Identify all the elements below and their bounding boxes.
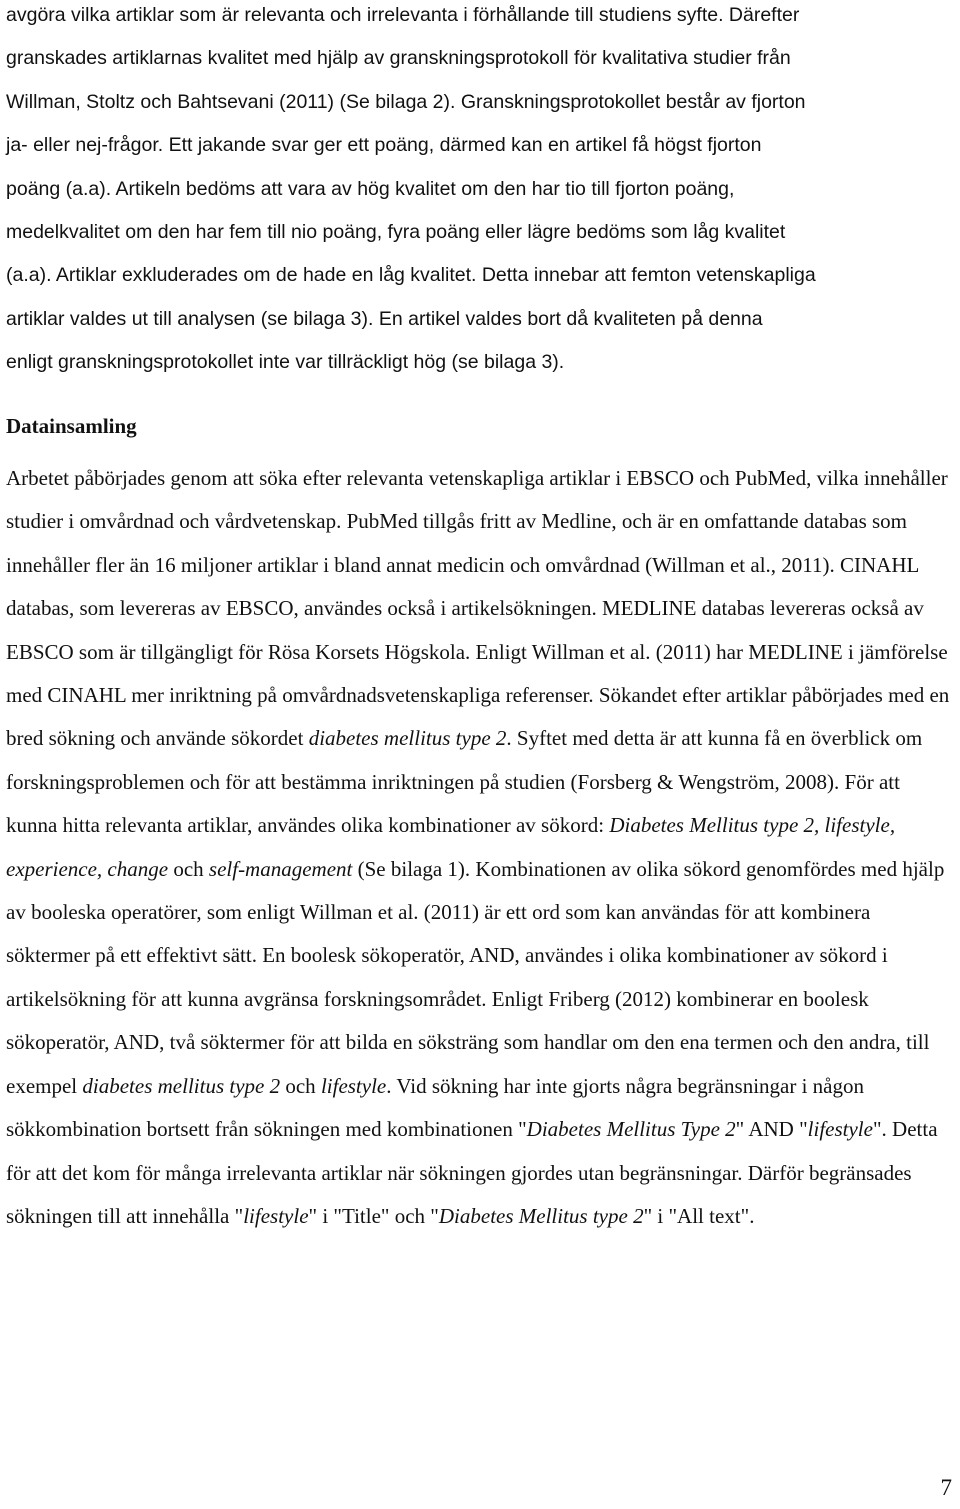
- text-line: ja- eller nej-frågor. Ett jakande svar ger ett poäng, därmed kan en artikel få högst fjorton: [6, 134, 762, 157]
- italic-term: Diabetes Mellitus type 2, lifestyle, experience, change: [6, 813, 896, 881]
- text-segment: (Se bilaga 1). Kombinationen av olika sökord genomfördes med hjälp av booleska operatörer, som enligt Willman et al. (2011) är ett ord som kan användas för att kombinera söktermer på ett effektivt sätt. En boolesk sökoperatör, AND, användes i olika kombinationer av sökord i artikelsökning för att kunna avgränsa forskningsområdet. Enligt Friberg (2012) kombinerar en boolesk sökoperatör, AND, två söktermer för att bilda en söksträng som handlar om den ena termen och den andra, till exempel: [6, 856, 945, 1098]
- italic-term: Diabetes Mellitus Type 2: [526, 1117, 736, 1142]
- text-segment: Arbetet påbörjades genom att söka efter relevanta vetenskapliga artiklar i EBSCO och PubMed, vilka innehåller studier i omvårdnad och vårdvetenskap. PubMed tillgås fritt av Medline, och är en omfattande databas som innehåller fler än 16 miljoner artiklar i bland annat medicin och omvårdnad (Willman et al., 2011). CINAHL databas, som levereras av EBSCO, användes också i artikelsökningen. MEDLINE databas levereras också av EBSCO som är tillgängligt för Rösa Korsets Högskola. Enligt Willman et al. (2011) har MEDLINE i jämförelse med CINAHL mer inriktning på omvårdnadsvetenskapliga referenser. Sökandet efter artiklar påbörjades med en bred sökning och använde sökordet: [6, 466, 950, 751]
- text-line: avgöra vilka artiklar som är relevanta och irrelevanta i förhållande till studiens syfte. Därefter: [6, 4, 800, 26]
- paragraph-quality-review: [6, 0, 956, 385]
- italic-term: Diabetes Mellitus type 2: [438, 1203, 644, 1228]
- text-line: medelkvalitet om den har fem till nio poäng, fyra poäng eller lägre bedöms som låg kvalitet: [6, 221, 786, 244]
- text-line: artiklar valdes ut till analysen (se bilaga 3). En artikel valdes bort då kvaliteten på denna: [6, 307, 763, 330]
- text-line: granskades artiklarnas kvalitet med hjälp av granskningsprotokoll för kvalitativa studier från: [6, 47, 791, 70]
- text-segment: " i "All text".: [643, 1203, 755, 1228]
- text-segment: . Vid sökning har inte gjorts några begränsningar i någon sökkombination bortsett från sökningen med kombinationen ": [6, 1073, 864, 1142]
- italic-term: diabetes mellitus type 2: [308, 726, 507, 751]
- text-segment: " AND ": [735, 1117, 808, 1142]
- italic-term: lifestyle: [243, 1203, 309, 1228]
- text-segment: " i "Title" och ": [308, 1203, 439, 1228]
- text-line: (a.a). Artiklar exkluderades om de hade en låg kvalitet. Detta innebar att femton vetenskapliga: [6, 264, 816, 287]
- italic-term: diabetes mellitus type 2: [82, 1073, 281, 1098]
- text-segment: ". Detta för att det kom för många irrelevanta artiklar när sökningen gjordes utan begränsningar. Därför begränsades sökningen till att innehålla ": [6, 1117, 938, 1228]
- text-segment: . Syftet med detta är att kunna få en överblick om forskningsproblemen och för att bestämma inriktningen på studien (Forsberg & Wengström, 2008). För att kunna hitta relevanta artiklar, användes olika kombinationer av sökord:: [6, 726, 923, 838]
- page-number: 7: [940, 1475, 952, 1500]
- italic-term: self-management: [208, 856, 353, 881]
- text-segment: och: [280, 1073, 321, 1098]
- section-heading: Datainsamling: [6, 414, 137, 438]
- italic-term: lifestyle: [807, 1117, 873, 1142]
- text-segment: och: [168, 856, 209, 881]
- text-line: Willman, Stoltz och Bahtsevani (2011) (Se bilaga 2). Granskningsprotokollet består av fjorton: [6, 90, 806, 113]
- paragraph-data-collection: [6, 457, 956, 1238]
- text-line: poäng (a.a). Artikeln bedöms att vara av hög kvalitet om den har tio till fjorton poäng,: [6, 177, 735, 200]
- italic-term: lifestyle: [320, 1073, 387, 1098]
- text-line: enligt granskningsprotokollet inte var tillräckligt hög (se bilaga 3).: [6, 351, 565, 374]
